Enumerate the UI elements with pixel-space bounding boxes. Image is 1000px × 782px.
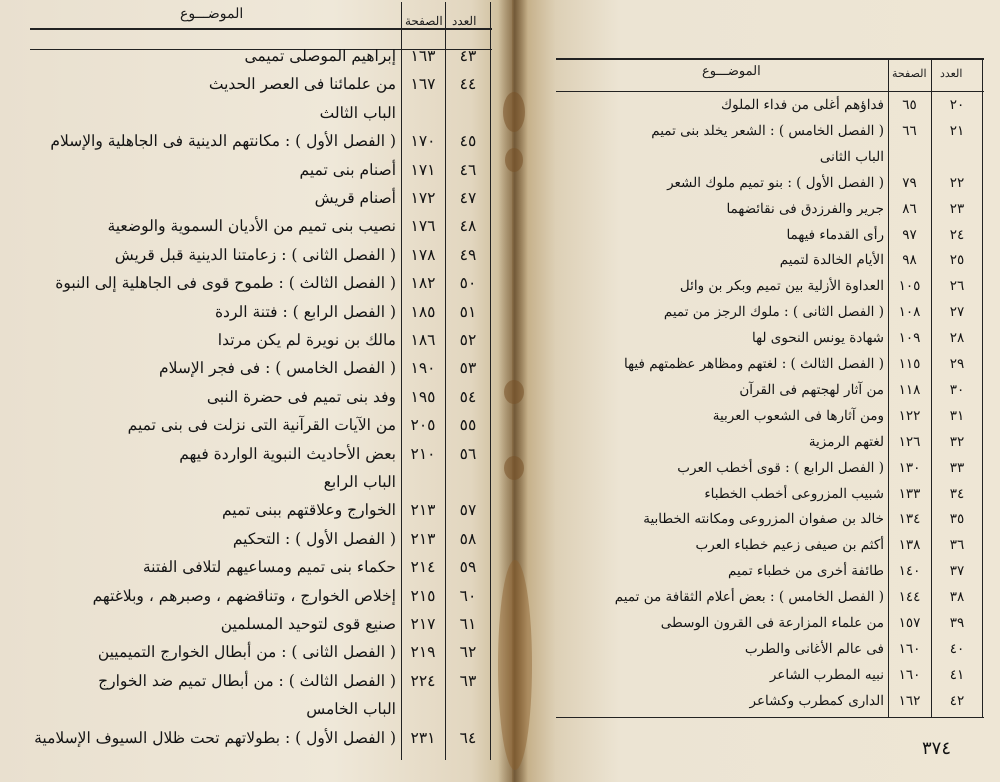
toc-row (0, 212, 512, 240)
toc-row (512, 507, 1000, 533)
page-header: الصفحة (405, 14, 443, 28)
entry-number: ٦٢ (459, 643, 477, 662)
entry-title: شبيب المزروعى أخطب الخطباء (704, 485, 884, 502)
count-header: العدد (940, 67, 963, 80)
toc-row (512, 430, 1000, 456)
entry-title: شهادة يونس النحوى لها (752, 330, 884, 347)
entry-page: ٧٩ (902, 174, 917, 191)
toc-row (512, 611, 1000, 637)
entry-page: ١٦٠ (898, 666, 921, 683)
entry-number: ٤٧ (459, 189, 477, 207)
toc-row (512, 300, 1000, 326)
entry-number: ٢٦ (949, 278, 965, 295)
section-heading: الباب الخامس (306, 700, 396, 719)
entry-page: ١٣٨ (898, 537, 921, 554)
toc-row (512, 404, 1000, 430)
entry-page: ٢١٤ (410, 558, 436, 577)
toc-row (0, 610, 512, 638)
toc-row (0, 42, 512, 70)
entry-title: جرير والفرزدق فى نقائضهما (726, 200, 884, 217)
entry-title: إبراهيم الموصلى تميمى (244, 47, 396, 65)
toc-row (512, 145, 1000, 171)
entry-title: ( الفصل الثالث ) : من أبطال تميم ضد الخوارج (98, 671, 396, 690)
entry-number: ٤٦ (459, 160, 477, 179)
entry-page: ٢١٩ (410, 643, 436, 662)
entry-number: ٥٦ (459, 444, 477, 463)
entry-page: ١٤٤ (898, 589, 921, 606)
entry-number: ٥٣ (459, 359, 477, 378)
entry-number: ٥٧ (459, 501, 477, 520)
binding-stain (498, 560, 532, 770)
entry-title: ( الفصل الخامس ) : بعض أعلام الثقافة من تميم (614, 589, 884, 606)
entry-title: أصنام قريش (314, 189, 396, 207)
toc-row (512, 352, 1000, 378)
entry-title: صنيع قوى لتوحيد المسلمين (220, 615, 396, 633)
binding-stain (503, 92, 525, 132)
entry-number: ٥٤ (459, 387, 477, 406)
entry-title: لغتهم الرمزية (808, 433, 884, 450)
entry-page: ١٩٠ (410, 359, 436, 378)
entry-title: العداوة الأزلية بين تميم وبكر بن وائل (679, 278, 884, 295)
toc-row (0, 269, 512, 297)
entry-number: ٣٩ (949, 615, 965, 631)
toc-row (0, 724, 512, 752)
entry-page: ١١٨ (898, 381, 921, 398)
section-heading: الباب الثانى (819, 148, 884, 165)
entry-page: ١١٥ (898, 356, 921, 372)
entry-page: ١٢٢ (898, 407, 921, 424)
entry-number: ٢١ (949, 122, 965, 139)
entry-number: ٤٥ (459, 132, 477, 151)
toc-row (0, 582, 512, 610)
entry-page: ١٦٧ (410, 75, 436, 94)
entry-page: ٢٣١ (410, 728, 436, 747)
entry-title: ومن آثارها فى الشعوب العربية (712, 407, 884, 424)
entry-title: ( الفصل الأول ) : بطولاتهم تحت ظلال السيوف الإسلامية (34, 728, 396, 747)
entry-page: ١٧٠ (410, 132, 436, 151)
toc-row (0, 638, 512, 666)
entry-page: ١٩٥ (410, 387, 436, 406)
entry-page: ١٧١ (410, 160, 436, 179)
entry-number: ٤٣ (459, 47, 477, 65)
toc-row (0, 468, 512, 496)
toc-row (512, 533, 1000, 559)
entry-page: ١٦٣ (410, 47, 436, 65)
entry-number: ٥٨ (459, 529, 477, 548)
entry-title: الخوارج وعلاقتهم ببنى تميم (221, 501, 396, 520)
entry-title: خالد بن صفوان المزروعى ومكانته الخطابية (643, 511, 884, 528)
entry-page: ١٠٨ (898, 304, 921, 321)
entry-title: ( الفصل الرابع ) : فتنة الردة (214, 302, 396, 321)
entry-title: ( الفصل الرابع ) : قوى أخطب العرب (677, 459, 884, 476)
entry-page: ١٦٢ (898, 692, 921, 709)
entry-number: ٣٦ (949, 537, 965, 554)
toc-row (512, 274, 1000, 300)
entry-number: ٤٤ (459, 75, 477, 94)
binding-stain (505, 148, 523, 172)
entry-title: ( الفصل الخامس ) : فى فجر الإسلام (159, 359, 396, 378)
page-number: ٣٧٤ (922, 738, 952, 759)
entry-title: وفد بنى تميم فى حضرة النبى (206, 387, 396, 406)
topic-header: الموضـــوع (180, 6, 244, 22)
entry-number: ٣٠ (949, 381, 965, 398)
count-header: العدد (452, 14, 477, 28)
entry-number: ٤٨ (459, 217, 477, 236)
entry-number: ٥٥ (459, 416, 477, 435)
entry-title: نصيب بنى تميم من الأديان السموية والوضعية (107, 217, 396, 236)
entry-page: ٢١٥ (410, 586, 436, 605)
entry-page: ٩٧ (902, 226, 917, 243)
toc-row (0, 70, 512, 98)
entry-title: ( الفصل الثالث ) : طموح قوى فى الجاهلية إلى النبوة (55, 274, 396, 293)
header-rule-bottom (30, 28, 492, 30)
entry-number: ٤٠ (949, 640, 965, 657)
entry-number: ٥٠ (459, 274, 477, 293)
entry-page: ١٦٠ (898, 640, 921, 657)
toc-row (0, 241, 512, 269)
entry-page: ٢١٧ (410, 615, 436, 633)
entry-page: ١٧٦ (410, 217, 436, 236)
entry-title: ( الفصل الثالث ) : لغتهم ومظاهر عظمتهم فيها (624, 356, 884, 372)
toc-row (512, 689, 1000, 715)
entry-page: ١٠٥ (898, 278, 921, 295)
entry-title: الأيام الخالدة لتميم (779, 252, 884, 269)
toc-row (512, 171, 1000, 197)
entry-page: ١٧٢ (410, 189, 436, 207)
entry-number: ٣٣ (949, 459, 965, 476)
entry-number: ٢٨ (949, 330, 965, 347)
entry-page: ١٣٠ (898, 459, 921, 476)
topic-header: الموضـــوع (702, 64, 761, 79)
table-rule-bottom (556, 717, 984, 718)
entry-page: ١٧٨ (410, 245, 436, 264)
toc-row (0, 298, 512, 326)
entry-page: ١٠٩ (898, 330, 921, 347)
entry-number: ٣٤ (949, 485, 965, 502)
entry-number: ٣١ (949, 407, 965, 424)
entry-page: ١٤٠ (898, 563, 921, 580)
entry-title: من علمائنا فى العصر الحديث (208, 75, 396, 94)
entry-page: ١٣٤ (898, 511, 921, 528)
binding-stain (504, 380, 524, 404)
entry-page: ٢١٣ (410, 501, 436, 520)
entry-title: إخلاص الخوارج ، وتناقضهم ، وصبرهم ، وبلاغتهم (92, 586, 396, 605)
entry-page: ١٥٧ (898, 615, 921, 631)
header-rule-under (556, 91, 984, 92)
entry-title: ( الفصل الثانى ) : من أبطال الخوارج التميميين (97, 643, 396, 662)
entry-title: ( الفصل الأول ) : بنو تميم ملوك الشعر (667, 174, 884, 191)
toc-row (0, 383, 512, 411)
entry-title: مالك بن نويرة لم يكن مرتدا (217, 331, 396, 349)
entry-number: ٦٠ (459, 586, 477, 605)
toc-row (0, 667, 512, 695)
entry-title: ( الفصل الأول ) : التحكيم (232, 529, 396, 548)
page-header: الصفحة (892, 67, 927, 80)
toc-row (0, 156, 512, 184)
toc-row (512, 326, 1000, 352)
toc-row (0, 440, 512, 468)
binding-stain (504, 456, 524, 480)
entry-number: ٥٩ (459, 558, 477, 577)
entry-number: ٢٠ (949, 97, 965, 113)
entry-page: ٩٨ (902, 252, 917, 269)
entry-title: بعض الأحاديث النبوية الواردة فيهم (179, 444, 396, 463)
entry-page: ١٣٣ (898, 485, 921, 502)
toc-row (512, 223, 1000, 249)
entry-title: رأى القدماء فيهما (786, 226, 884, 243)
entry-title: نبيه المطرب الشاعر (769, 666, 884, 683)
entry-title: حكماء بنى تميم ومساعيهم لتلافى الفتنة (142, 558, 396, 577)
section-heading: الباب الثالث (319, 103, 396, 122)
entry-number: ٣٢ (949, 433, 965, 450)
toc-row (512, 637, 1000, 663)
toc-row (0, 184, 512, 212)
toc-row (0, 99, 512, 127)
entry-number: ٦٤ (459, 728, 477, 747)
entry-number: ٤٩ (459, 245, 477, 264)
toc-row (512, 378, 1000, 404)
toc-row (0, 411, 512, 439)
entry-page: ٢١٠ (410, 444, 436, 463)
entry-page: ١٨٥ (410, 302, 436, 321)
entry-title: ( الفصل الثانى ) : ملوك الرجز من تميم (663, 304, 884, 321)
entry-title: من آثار لهجتهم فى القرآن (739, 381, 884, 398)
entry-page: ١٨٦ (410, 331, 436, 349)
section-heading: الباب الرابع (323, 473, 396, 491)
entry-page: ١٨٢ (410, 274, 436, 293)
entry-number: ٦١ (459, 615, 477, 633)
entry-page: ١٢٦ (898, 433, 921, 450)
toc-row (512, 559, 1000, 585)
entry-title: ( الفصل الخامس ) : الشعر يخلد بنى تميم (651, 122, 884, 139)
toc-row (512, 119, 1000, 145)
entry-number: ٣٨ (949, 589, 965, 606)
toc-row (512, 585, 1000, 611)
toc-row (0, 354, 512, 382)
toc-row (512, 248, 1000, 274)
entry-number: ٥٢ (459, 331, 477, 349)
toc-row (512, 663, 1000, 689)
entry-page: ٢١٣ (410, 529, 436, 548)
entry-title: من علماء المزارعة فى القرون الوسطى (660, 615, 884, 631)
entry-page: ٢٠٥ (410, 416, 436, 435)
entry-number: ٢٥ (949, 252, 965, 269)
header-rule-top (556, 58, 984, 60)
toc-row (0, 496, 512, 524)
toc-row (0, 326, 512, 354)
entry-number: ٢٣ (949, 200, 965, 217)
toc-row (0, 695, 512, 723)
entry-number: ٦٣ (459, 671, 477, 690)
entry-number: ٣٥ (949, 511, 965, 528)
entry-number: ٢٧ (949, 304, 965, 321)
entry-title: الدارى كمطرب وكشاعر (749, 692, 884, 709)
entry-number: ٢٢ (949, 174, 965, 191)
toc-row (0, 127, 512, 155)
entry-number: ٣٧ (949, 563, 965, 580)
right-page (512, 0, 1000, 782)
toc-row (512, 93, 1000, 119)
entry-page: ٦٦ (902, 122, 917, 139)
entry-number: ٤١ (949, 666, 965, 683)
entry-title: ( الفصل الثانى ) : زعامتنا الدينية قبل قريش (114, 245, 396, 264)
entry-number: ٥١ (459, 302, 477, 321)
toc-row (512, 456, 1000, 482)
entry-title: أكثم بن صيفى زعيم خطباء العرب (695, 537, 884, 554)
toc-row (512, 482, 1000, 508)
entry-title: ( الفصل الأول ) : مكانتهم الدينية فى الجاهلية والإسلام (50, 132, 396, 151)
entry-page: ٢٢٤ (410, 671, 436, 690)
entry-title: من الآيات القرآنية التى نزلت فى بنى تميم (127, 416, 396, 435)
toc-row (0, 553, 512, 581)
entry-number: ٢٩ (949, 356, 965, 372)
entry-page: ٨٦ (902, 200, 917, 217)
entry-title: فداؤهم أغلى من فداء الملوك (721, 97, 884, 113)
toc-row (512, 197, 1000, 223)
toc-row (0, 525, 512, 553)
entry-number: ٢٤ (949, 226, 965, 243)
entry-title: أصنام بنى تميم (299, 160, 396, 179)
entry-title: فى عالم الأغانى والطرب (744, 640, 884, 657)
entry-page: ٦٥ (902, 97, 917, 113)
entry-number: ٤٢ (949, 692, 965, 709)
entry-title: طائفة أخرى من خطباء تميم (727, 563, 884, 580)
